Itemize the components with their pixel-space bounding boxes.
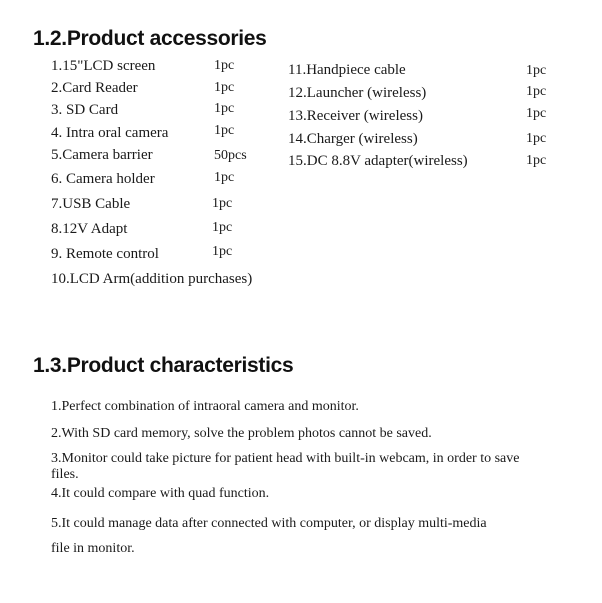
accessory-qty: 1pc: [526, 131, 547, 146]
accessory-qty: 1pc: [214, 101, 235, 116]
accessory-qty: 1pc: [212, 196, 233, 211]
accessory-item: 11.Handpiece cable: [288, 62, 406, 78]
accessory-item: 4. Intra oral camera: [51, 125, 169, 141]
accessory-item: 8.12V Adapt: [51, 221, 128, 237]
accessory-item: 2.Card Reader: [51, 80, 138, 96]
accessory-qty: 1pc: [212, 220, 233, 235]
accessory-item: 3. SD Card: [51, 102, 119, 118]
accessory-item: 5.Camera barrier: [51, 147, 153, 163]
accessory-qty: 1pc: [526, 63, 547, 78]
accessory-qty: 1pc: [526, 84, 547, 99]
accessory-item: 1.15"LCD screen: [51, 58, 156, 74]
characteristic-item: 4.It could compare with quad function.: [51, 486, 270, 501]
characteristic-item: 3.Monitor could take picture for patient head with built-in webcam, in order to save files.: [51, 451, 520, 482]
section-title-accessories: 1.2.Product accessories: [33, 27, 267, 50]
accessory-item: 15.DC 8.8V adapter(wireless): [288, 153, 468, 169]
accessory-qty: 1pc: [214, 58, 235, 73]
accessory-qty: 1pc: [526, 153, 547, 168]
characteristic-item: 1.Perfect combination of intraoral camera and monitor.: [51, 399, 359, 414]
accessory-qty: 1pc: [214, 123, 235, 138]
accessory-item: 6. Camera holder: [51, 171, 155, 187]
accessory-item: 14.Charger (wireless): [288, 131, 418, 147]
section-title-characteristics: 1.3.Product characteristics: [33, 354, 294, 377]
accessory-qty: 1pc: [214, 170, 235, 185]
characteristic-item: 2.With SD card memory, solve the problem photos cannot be saved.: [51, 426, 432, 441]
accessory-item: 9. Remote control: [51, 246, 159, 262]
accessory-item: 13.Receiver (wireless): [288, 108, 423, 124]
accessory-item: 10.LCD Arm(addition purchases): [51, 271, 253, 287]
accessory-qty: 1pc: [212, 244, 233, 259]
accessory-item: 7.USB Cable: [51, 196, 131, 212]
characteristic-item: 5.It could manage data after connected with computer, or display multi-media file in monitor.: [51, 516, 487, 556]
accessory-item: 12.Launcher (wireless): [288, 85, 427, 101]
accessory-qty: 1pc: [214, 80, 235, 95]
accessory-qty: 1pc: [526, 106, 547, 121]
accessory-qty: 50pcs: [214, 148, 247, 163]
